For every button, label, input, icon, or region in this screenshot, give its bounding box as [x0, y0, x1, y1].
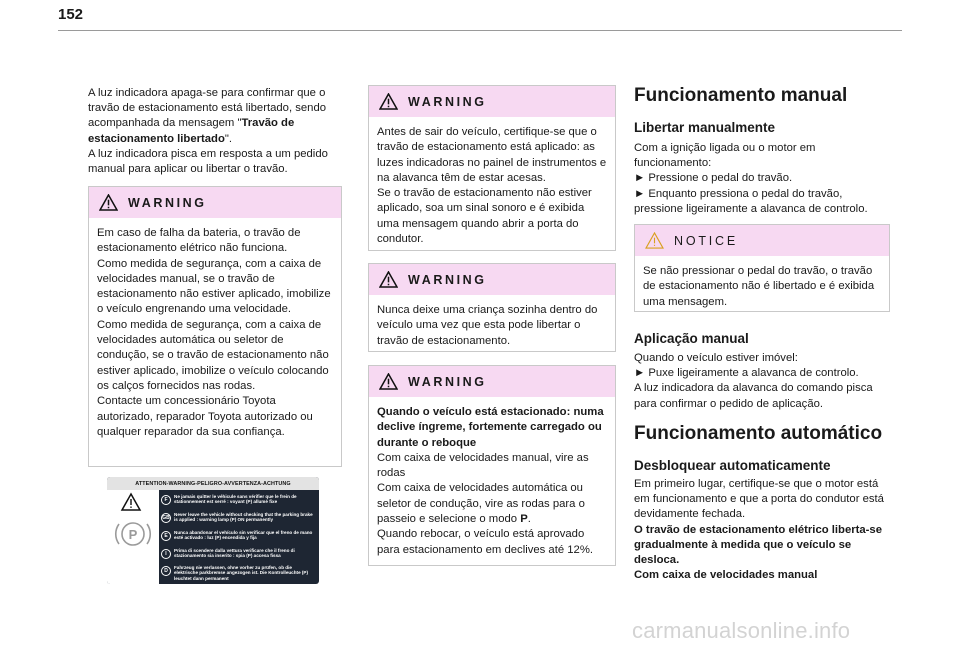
- label-row: [161, 548, 317, 559]
- notice-triangle-icon: [645, 232, 664, 249]
- label-row: [161, 494, 317, 505]
- notice-box: [634, 224, 890, 312]
- heading-automatic-operation: Funcionamento automático: [634, 423, 883, 444]
- watermark: carmanualsonline.info: [632, 618, 851, 643]
- unlock-plain: Em primeiro lugar, certifique-se que o motor está em funcionamento e que a porta do condutor está devidamente fechada.: [634, 478, 884, 521]
- warning-bold-lead: Quando o veículo está estacionado: numa declive íngreme, fortemente carregado ou durante o reboque: [377, 406, 604, 449]
- warning-triangle-icon: [99, 194, 118, 211]
- warning-header: [369, 264, 615, 295]
- warning-text: Em caso de falha da bateria, o travão de estacionamento elétrico não funciona. Como medida de segurança, com a caixa de velocidades manual, se o travão de estacionamento não estiver aplicado, imobilize o veículo engrenando uma velocidade. Como medida de segurança, com a caixa de velocidades automática ou seletor de condução, se o travão de estacionamento não estiver aplicado, imobilize o veículo colocando os calços fornecidos nas rodas. Contacte um concessionário Toyota autorizado, reparador Toyota autorizado ou qualquer reparador da sua confiança.: [97, 227, 331, 438]
- intro-message-bold: Travão de estacionamento libertado: [88, 117, 295, 145]
- intro-text-segment: A luz indicadora pisca em resposta a um pedido manual para aplicar ou libertar o travão.: [88, 147, 328, 176]
- heading-manual-operation: Funcionamento manual: [634, 85, 848, 106]
- label-row-text: Fahrzeug nie verlassen, ohne vorher zu prüfen, ob die elektrische parkbremse angezogen ist. Die Kontrolleuchte (P) leuchtet dann permanent: [174, 565, 309, 581]
- warning-title: WARNING: [408, 272, 487, 287]
- warning-header: [369, 366, 615, 397]
- heading-auto-unlock: Desbloquear automaticamente: [634, 458, 831, 473]
- apply-text: Quando o veículo estiver imóvel: ► Puxe ligeiramente a alavanca de controlo. A luz indicadora da alavanca do comando pisca para confirmar o pedido de aplicação.: [634, 352, 873, 410]
- unlock-text: [634, 477, 892, 583]
- language-code-badge: I: [161, 549, 171, 559]
- notice-header: [635, 225, 889, 256]
- language-code-badge: D: [161, 566, 171, 576]
- intro-text-segment: A luz indicadora apaga-se para confirmar que o travão de estacionamento está libertado, sendo acompanhada da mensagem ": [88, 87, 327, 130]
- release-text: Com a ignição ligada ou o motor em funcionamento: ► Pressione o pedal do travão. ► Enquanto pressiona o pedal do travão, pressione ligeiramente a alavanca de controlo.: [634, 142, 868, 215]
- warning-triangle-icon: [379, 271, 398, 288]
- warning-title: WARNING: [128, 195, 207, 210]
- warning-text: [369, 397, 615, 564]
- label-row-text: Prima di scendere dalla vettura verificare che il freno di stazionamento sia inserito : spia (P) accesa fissa: [174, 548, 295, 559]
- warning-box-child: [368, 263, 616, 352]
- warning-triangle-icon: [379, 373, 398, 390]
- heading-manual-apply: Aplicação manual: [634, 331, 749, 346]
- warning-header: [369, 86, 615, 117]
- parking-brake-warning-label: [107, 477, 319, 584]
- unlock-bold: O travão de estacionamento elétrico liberta-se gradualmente à medida que o veículo se desloca. Com caixa de velocidades manual: [634, 523, 882, 582]
- language-code-badge: GB: [162, 515, 170, 521]
- warning-title: WARNING: [408, 94, 487, 109]
- language-code-badge: E: [161, 531, 171, 541]
- warning-text: Antes de sair do veículo, certifique-se que o travão de estacionamento está aplicado: as luzes indicadoras no painel de instrumentos e na alavanca têm de estar acesas. Se o travão de estacionamento não estiver aplicado, soa um sinal sonoro e é exibida uma mensagem quando abrir a porta do condutor.: [377, 126, 607, 246]
- top-divider: [58, 30, 902, 31]
- label-row: [161, 530, 317, 541]
- warning-box-before-leaving: [368, 85, 616, 251]
- notice-text: Se não pressionar o pedal do travão, o travão de estacionamento não é libertado e é exibida uma mensagem.: [643, 265, 875, 308]
- intro-text-segment: ".: [224, 132, 233, 145]
- warning-title: WARNING: [408, 374, 487, 389]
- label-row-text: Nunca abandonar el vehículo sin verificar que el freno de mano esté activado : luz (P) encendida y fija: [174, 530, 313, 541]
- intro-paragraph: [88, 86, 344, 177]
- label-row: [161, 565, 317, 581]
- warning-body-text: Com caixa de velocidades manual, vire as rodas Com caixa de velocidades automática ou seletor de condução, vire as rodas para o passeio e selecione o modo: [377, 451, 589, 526]
- warning-header: [89, 187, 341, 218]
- gear-mode: P: [520, 513, 528, 526]
- notice-title: NOTICE: [674, 233, 739, 248]
- language-code-badge: F: [161, 495, 171, 505]
- label-row: [161, 512, 317, 523]
- warning-box-battery: [88, 186, 342, 467]
- label-row-text: Never leave the vehicle without checking that the parking brake is applied : warning lamp (P) ON permanently: [174, 512, 313, 523]
- page-number: 152: [58, 6, 84, 23]
- warning-text: Nunca deixe uma criança sozinha dentro do veículo uma vez que esta pode libertar o travão de estacionamento.: [377, 304, 598, 347]
- label-icon-panel: [107, 490, 159, 584]
- warning-triangle-icon: [379, 93, 398, 110]
- heading-manual-release: Libertar manualmente: [634, 120, 776, 135]
- label-header: ATTENTION-WARNING-PELIGRO-AVVERTENZA-ACHTUNG: [107, 477, 319, 490]
- warning-body-end: . Quando rebocar, o veículo está aprovado para estacionamento em declives até 12%.: [377, 513, 594, 556]
- label-row-text: Ne jamais quitter le véhicule sans vérifier que le frein de stationnement est serré : voyant (P) allumé fixe: [174, 494, 297, 505]
- warning-box-parked-slope: [368, 365, 616, 566]
- svg-text:P: P: [128, 527, 138, 542]
- parking-brake-icon: [107, 490, 159, 584]
